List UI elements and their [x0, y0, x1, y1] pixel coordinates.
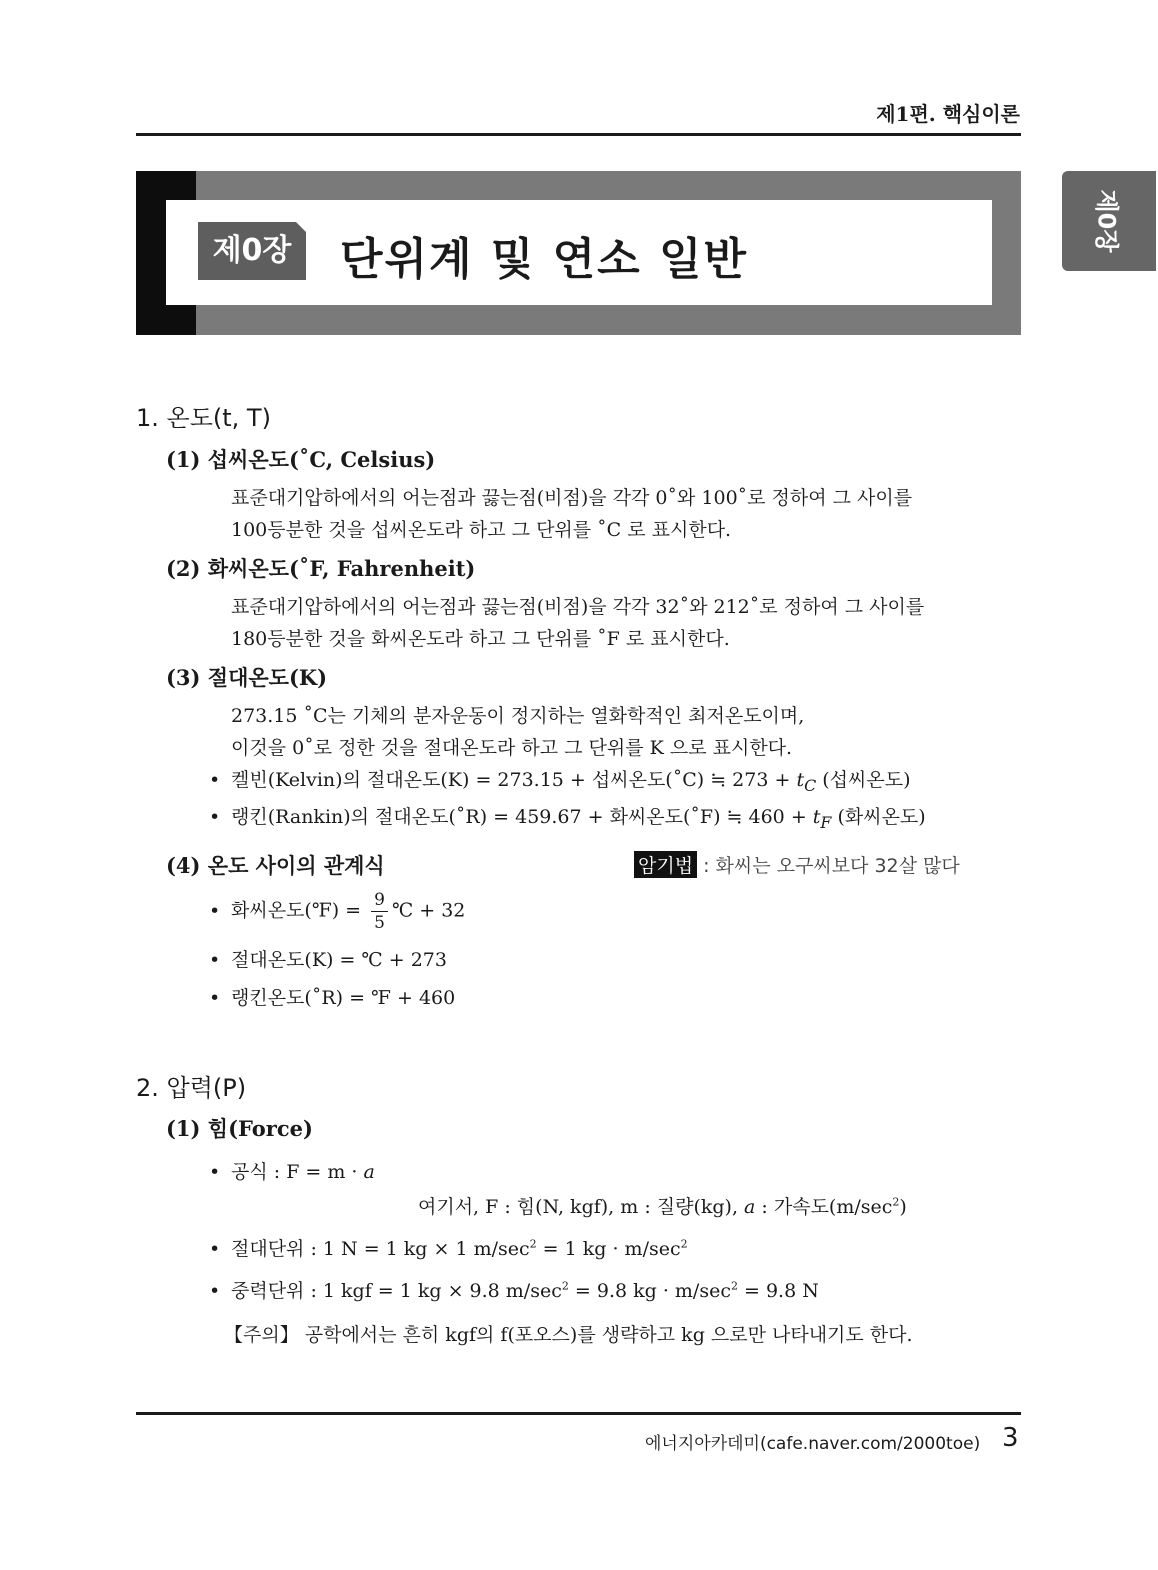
side-tab-label: 제0장	[1092, 189, 1121, 253]
fahrenheit-line-1: 표준대기압하에서의 어는점과 끓는점(비점)을 각각 32˚와 212˚로 정하여 그 사이를	[231, 596, 925, 618]
temp-relations-heading: (4) 온도 사이의 관계식	[166, 853, 385, 878]
rankine-formula: • 랭킨(Rankin)의 절대온도(˚R) = 459.67 + 화씨온도(˚F) ≒ $460 + t_F$ (화씨온도)	[209, 802, 926, 832]
force-legend: 여기서, F : 힘(N, kgf), m : 질량(kg), a : 가속도$(m/\sec^2)$	[418, 1195, 907, 1218]
badge-fold-corner	[296, 222, 306, 232]
fraction-9-5: $\frac{9}{5}$	[371, 889, 388, 934]
celsius-heading: (1) 섭씨온도(˚C, Celsius)	[166, 447, 436, 472]
absolute-temp-line-2: 이것을 0˚로 정한 것을 절대온도라 하고 그 단위를 K 으로 표시한다.	[231, 737, 793, 759]
fahrenheit-heading: (2) 화씨온도(˚F, Fahrenheit)	[166, 556, 476, 581]
mnemonic-text: : 화씨는 오구씨보다 32살 많다	[697, 855, 960, 877]
absolute-temp-heading: (3) 절대온도(K)	[166, 665, 328, 690]
footer-site: 에너지아카데미(cafe.naver.com/2000toe)	[645, 1434, 981, 1454]
mnemonic-tag: 암기법	[634, 851, 697, 878]
kelvin-formula: • 켈빈(Kelvin)의 절대온도(K) = 273.15 + 섭씨온도(˚C) ≒ $273 + t_C$ (섭씨온도)	[209, 765, 910, 795]
kelvin-relation: • 절대온도(K) = ℃ + 273	[209, 945, 447, 972]
page-number: 3	[1002, 1423, 1019, 1453]
force-formula: • 공식 : F = m · a	[209, 1157, 375, 1184]
gravitational-unit: • 중력단위 : 1 kgf = 1 kg × 9.8 $m/\sec^2 = 9.8$ kg · $m/\sec^2 = 9.8$ N	[209, 1276, 819, 1303]
absolute-unit: • 절대단위 : 1 N = 1 kg × 1 $m/\sec^2 = 1$ kg · $m/\sec^2$	[209, 1234, 688, 1261]
footer-rule	[136, 1412, 1021, 1415]
absolute-temp-line-1: 273.15 ˚C는 기체의 분자운동이 정지하는 열화학적인 최저온도이며,	[231, 705, 805, 727]
chapter-badge: 제0장	[198, 222, 306, 280]
chapter-title: 단위계 및 연소 일반	[340, 234, 748, 285]
force-heading: (1) 힘(Force)	[166, 1116, 313, 1141]
caution-note: 【주의】 공학에서는 흔히 kgf의 f(포오스)를 생략하고 kg 으로만 나타내기도 한다.	[224, 1324, 913, 1346]
running-head: 제1편. 핵심이론	[876, 102, 1020, 126]
fahrenheit-relation: • 화씨온도(℉) = $\frac{9}{5}$ ℃ + 32	[209, 889, 465, 934]
header-rule	[136, 133, 1021, 136]
fahrenheit-line-2: 180등분한 것을 화씨온도라 하고 그 단위를 ˚F 로 표시한다.	[231, 628, 730, 650]
celsius-line-2: 100등분한 것을 섭씨온도라 하고 그 단위를 ˚C 로 표시한다.	[231, 519, 732, 541]
rankine-relation: • 랭킨온도(˚R) = ℉ + 460	[209, 983, 455, 1010]
chapter-side-tab	[1062, 171, 1156, 271]
section-2-title: 2. 압력(P)	[136, 1074, 247, 1102]
section-1-title: 1. 온도(t, T)	[136, 404, 271, 432]
celsius-line-1: 표준대기압하에서의 어는점과 끓는점(비점)을 각각 0˚와 100˚로 정하여 그 사이를	[231, 487, 913, 509]
mnemonic	[634, 851, 960, 878]
